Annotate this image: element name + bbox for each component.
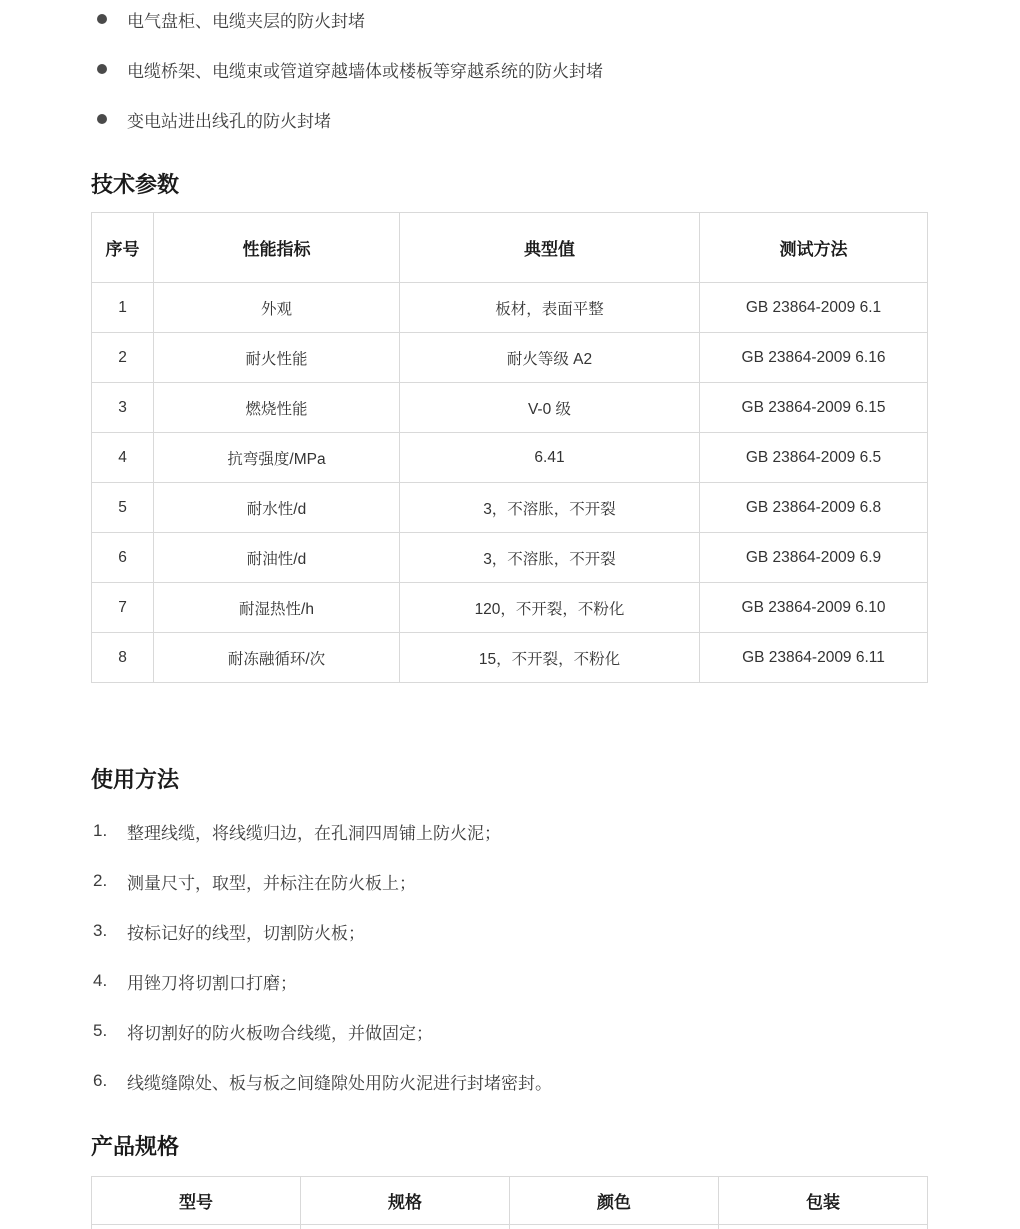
tech-table-cell: V-0 级 bbox=[400, 383, 700, 433]
tech-table-header-cell: 典型值 bbox=[400, 213, 700, 283]
specs-title: 产品规格 bbox=[91, 1134, 180, 1159]
usage-step bbox=[91, 1006, 927, 1056]
usage-step bbox=[91, 1056, 927, 1106]
specs-table-cell bbox=[92, 1225, 301, 1229]
tech-table-row bbox=[92, 633, 928, 683]
bullet-dot-icon bbox=[97, 14, 107, 24]
tech-params-title: 技术参数 bbox=[91, 172, 180, 197]
tech-table-cell: 8 bbox=[92, 633, 154, 683]
tech-table-row bbox=[92, 283, 928, 333]
usage-step bbox=[91, 906, 927, 956]
tech-table-cell: 15，不开裂，不粉化 bbox=[400, 633, 700, 683]
specs-table-header-cell: 规格 bbox=[301, 1177, 510, 1225]
application-item bbox=[91, 44, 927, 94]
application-item-text: 电气盘柜、电缆夹层的防火封堵 bbox=[127, 11, 365, 31]
usage-title: 使用方法 bbox=[91, 767, 180, 792]
tech-table-cell: 耐湿热性/h bbox=[154, 583, 400, 633]
specs-table-header-cell: 颜色 bbox=[510, 1177, 719, 1225]
usage-step-number: 4. bbox=[93, 971, 108, 990]
tech-table-cell: GB 23864-2009 6.16 bbox=[700, 333, 928, 383]
tech-table-cell: 板材，表面平整 bbox=[400, 283, 700, 333]
tech-table-cell: 耐火等级 A2 bbox=[400, 333, 700, 383]
tech-table-cell: 1 bbox=[92, 283, 154, 333]
tech-table-cell: GB 23864-2009 6.15 bbox=[700, 383, 928, 433]
tech-table-row bbox=[92, 383, 928, 433]
tech-table-cell: 耐冻融循环/次 bbox=[154, 633, 400, 683]
usage-step-list bbox=[91, 806, 927, 1106]
usage-step bbox=[91, 956, 927, 1006]
specs-table bbox=[91, 1176, 928, 1229]
usage-step-text: 用锉刀将切割口打磨； bbox=[127, 973, 297, 993]
tech-table-header-cell: 序号 bbox=[92, 213, 154, 283]
tech-table-cell: 120，不开裂，不粉化 bbox=[400, 583, 700, 633]
specs-table-header-row bbox=[92, 1177, 928, 1225]
tech-table-cell: 6.41 bbox=[400, 433, 700, 483]
usage-step-text: 线缆缝隙处、板与板之间缝隙处用防火泥进行封堵密封。 bbox=[127, 1073, 552, 1093]
tech-table-cell: GB 23864-2009 6.8 bbox=[700, 483, 928, 533]
usage-step-text: 按标记好的线型，切割防火板； bbox=[127, 923, 365, 943]
tech-table-cell: 抗弯强度/MPa bbox=[154, 433, 400, 483]
tech-table-row bbox=[92, 333, 928, 383]
tech-table-cell: 3，不溶胀，不开裂 bbox=[400, 533, 700, 583]
tech-table-cell: 2 bbox=[92, 333, 154, 383]
tech-table-cell: GB 23864-2009 6.9 bbox=[700, 533, 928, 583]
specs-table-clipped-row bbox=[92, 1225, 928, 1229]
specs-table-header-cell: 包装 bbox=[719, 1177, 928, 1225]
tech-table-row bbox=[92, 583, 928, 633]
tech-table-cell: GB 23864-2009 6.11 bbox=[700, 633, 928, 683]
tech-table-cell: 燃烧性能 bbox=[154, 383, 400, 433]
tech-table-row bbox=[92, 433, 928, 483]
tech-table-cell: 耐油性/d bbox=[154, 533, 400, 583]
tech-table-cell: 6 bbox=[92, 533, 154, 583]
tech-table-cell: 耐火性能 bbox=[154, 333, 400, 383]
tech-table-row bbox=[92, 483, 928, 533]
tech-table-cell: GB 23864-2009 6.1 bbox=[700, 283, 928, 333]
tech-params-table bbox=[91, 212, 928, 683]
usage-step-text: 将切割好的防火板吻合线缆，并做固定； bbox=[127, 1023, 433, 1043]
usage-step-number: 2. bbox=[93, 871, 108, 890]
tech-table-header-row bbox=[92, 213, 928, 283]
usage-step-text: 测量尺寸，取型，并标注在防火板上； bbox=[127, 873, 416, 893]
tech-table-cell: 耐水性/d bbox=[154, 483, 400, 533]
specs-table-cell bbox=[510, 1225, 719, 1229]
usage-step-number: 5. bbox=[93, 1021, 108, 1040]
tech-table-cell: 外观 bbox=[154, 283, 400, 333]
tech-table-cell: GB 23864-2009 6.5 bbox=[700, 433, 928, 483]
tech-table-header-cell: 性能指标 bbox=[154, 213, 400, 283]
specs-table-cell bbox=[301, 1225, 510, 1229]
application-list bbox=[91, 0, 927, 144]
specs-table-cell bbox=[719, 1225, 928, 1229]
tech-table-header-cell: 测试方法 bbox=[700, 213, 928, 283]
application-item-text: 变电站进出线孔的防火封堵 bbox=[127, 111, 331, 131]
tech-table-cell: 7 bbox=[92, 583, 154, 633]
usage-step-text: 整理线缆，将线缆归边，在孔洞四周铺上防火泥； bbox=[127, 823, 501, 843]
application-item bbox=[91, 94, 927, 144]
application-item bbox=[91, 0, 927, 44]
tech-table-cell: GB 23864-2009 6.10 bbox=[700, 583, 928, 633]
tech-table-cell: 3，不溶胀，不开裂 bbox=[400, 483, 700, 533]
bullet-dot-icon bbox=[97, 114, 107, 124]
usage-step-number: 1. bbox=[93, 821, 108, 840]
application-item-text: 电缆桥架、电缆束或管道穿越墙体或楼板等穿越系统的防火封堵 bbox=[127, 61, 603, 81]
usage-step-number: 3. bbox=[93, 921, 108, 940]
usage-step bbox=[91, 856, 927, 906]
tech-table-cell: 4 bbox=[92, 433, 154, 483]
tech-table-cell: 3 bbox=[92, 383, 154, 433]
tech-table-row bbox=[92, 533, 928, 583]
bullet-dot-icon bbox=[97, 64, 107, 74]
usage-step-number: 6. bbox=[93, 1071, 108, 1090]
specs-table-header-cell: 型号 bbox=[92, 1177, 301, 1225]
tech-table-cell: 5 bbox=[92, 483, 154, 533]
usage-step bbox=[91, 806, 927, 856]
